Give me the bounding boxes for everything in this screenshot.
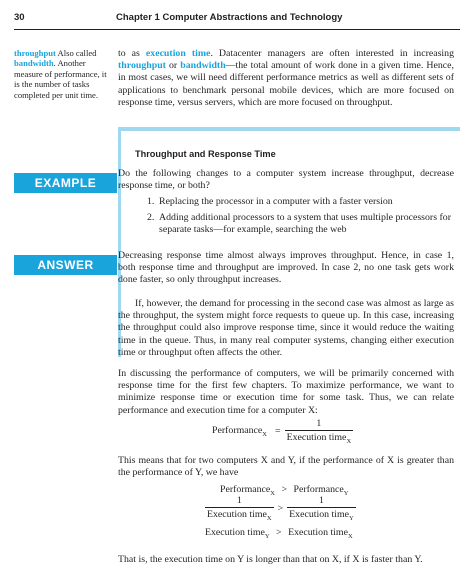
discussion-paragraph [118,368,454,417]
eq-fraction-x: $\frac{1}{Execution time_X}$ [207,495,272,522]
example-box-top-border [118,127,460,131]
equation-compare-performance: Performance$_X$ > Performance$_Y$ [220,484,349,497]
equation-compare-exec-time: Execution time$_Y$ > Execution time$_X$ [205,527,353,540]
question-text: Do the following changes to a computer system increase throughput, decrease response time, or both? [118,168,454,192]
list-number: 1. [147,196,155,207]
equation-compare-fractions [205,495,356,522]
answer-text: If, however, the demand for processing in the second case was almost as large as the throughput, the system might force requests to queue up. In this case, increasing the throughput could also improve response time, since it would reduce the waiting time in the queue. Thus, in many real computer systems, changing either execution time or throughput often affects the other. [118,298,454,358]
example-title: Throughput and Response Time [135,149,276,159]
example-list [147,196,455,241]
list-text: Replacing the processor in a computer with a faster version [159,196,393,207]
answer-text: Decreasing response time almost always improves throughput. Hence, in case 1, both response time and throughput are improved. In case 2, no one task gets work done faster, so only throughput increases. [118,250,454,286]
eq-equals: = [275,425,281,437]
conclusion-paragraph [118,554,454,566]
margin-text: . Another measure of performance, it is the number of tasks completed per unit time. [14,58,107,100]
conclusion-text: That is, the execution time on Y is longer than that on X, if X is faster than Y. [118,554,423,565]
intro-text: . Datacenter managers are often interested in increasing [210,48,454,59]
discussion-text: In discussing the performance of computers, we will be primarily concerned with response time for the first few chapters. To maximize performance, we want to minimize response time or execution time for some task. Thus, we can relate performance and execution time for a computer X: [118,368,454,416]
keyword-execution-time: execution time [145,48,211,59]
list-text: Adding additional processors to a system that uses multiple processors for separate tasks—for example, searching the web [159,212,451,236]
intro-text: —the total amount of work done in a given time. Hence, in most cases, we will need different performance metrics as well as different sets of applications to benchmark personal mobile devices, which are more focused on response time, versus servers, which are more focused on throughput. [118,60,454,108]
comparison-text: This means that for two computers X and Y, if the performance of X is greater than the performance of Y, we have [118,455,454,479]
page-number: 30 [14,12,25,23]
intro-text: or [165,60,181,72]
term-throughput: throughput [14,48,56,58]
intro-text: to as [118,48,146,59]
comparison-paragraph [118,455,454,479]
example-question [118,168,454,192]
term-bandwidth: bandwidth [14,58,54,69]
answer-paragraph-2 [118,298,454,359]
keyword-throughput: throughput [118,60,166,72]
margin-text: Also called [55,48,97,58]
answer-paragraph-1 [118,250,454,287]
list-number: 2. [147,212,155,224]
eq-fraction: $\frac{1}{Execution time_X}$ [286,418,352,445]
eq-fraction-y: $\frac{1}{Execution time_Y}$ [289,495,354,522]
chapter-title: Chapter 1 Computer Abstractions and Technology [116,12,343,23]
list-item [147,212,455,236]
eq-lhs: Performance$_X$ [212,425,267,438]
keyword-bandwidth: bandwidth [180,60,226,72]
list-item [147,196,455,208]
answer-label: ANSWER [14,255,117,275]
example-label: EXAMPLE [14,173,117,193]
intro-paragraph [118,48,454,109]
margin-definition [14,48,110,100]
eq-greater: > [277,502,284,514]
equation-performance [212,418,353,445]
header-rule [14,29,460,30]
